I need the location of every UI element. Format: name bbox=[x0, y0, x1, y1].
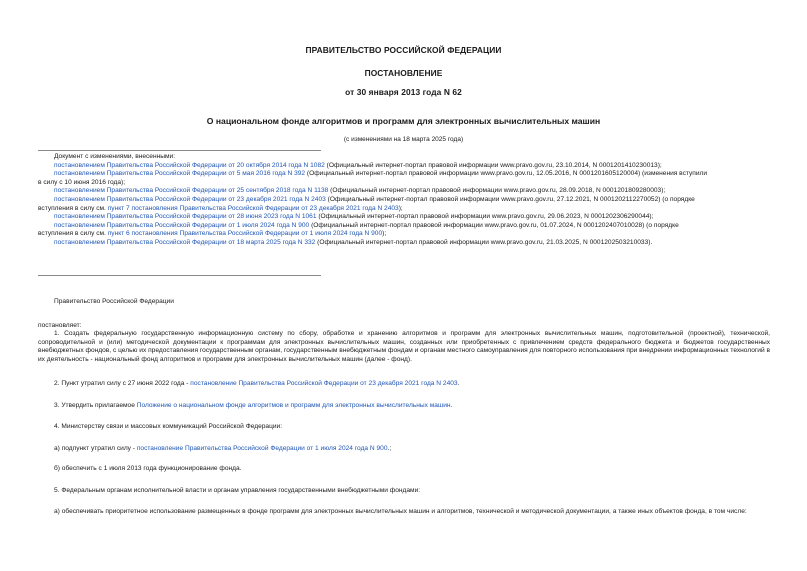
continuation-text: вступления в силу см. bbox=[38, 230, 108, 238]
revision-note: (с изменениями на 18 марта 2025 года) bbox=[343, 136, 464, 143]
changes-bottom-divider bbox=[38, 275, 321, 276]
effective-date-link[interactable]: пункт 6 постановления Правительства Российской Федерации от 1 июля 2024 года N 900 bbox=[107, 230, 383, 238]
change-item bbox=[38, 162, 770, 171]
change-item-continuation bbox=[38, 205, 770, 214]
change-item bbox=[38, 196, 770, 205]
change-item-continuation bbox=[38, 230, 770, 239]
change-details: (Официальный интернет-портал правовой информации www.pravo.gov.ru, 28.09.2018, N 0001201809280003); bbox=[328, 187, 666, 195]
change-details: (Официальный интернет-портал правовой информации www.pravo.gov.ru, 29.06.2023, N 0001202306290044); bbox=[316, 213, 654, 221]
change-item bbox=[38, 187, 770, 196]
decides-label: постановляет: bbox=[38, 322, 82, 329]
change-item bbox=[38, 213, 770, 222]
document-date-number: от 30 января 2013 года N 62 bbox=[345, 87, 462, 97]
paragraph-5: 5. Федеральным органам исполнительной власти и органам управления государственными внебюджетными фондами: bbox=[54, 487, 421, 494]
government-heading: ПРАВИТЕЛЬСТВО РОССИЙСКОЙ ФЕДЕРАЦИИ bbox=[305, 45, 502, 55]
continuation-text: вступления в силу см. bbox=[38, 204, 108, 212]
repeal-link[interactable]: постановление Правительства Российской Федерации от 23 декабря 2021 года N 2403 bbox=[190, 380, 458, 387]
change-item-continuation: в силу с 10 июня 2016 года); bbox=[38, 178, 126, 186]
change-link[interactable]: постановлением Правительства Российской Федерации от 28 июня 2023 года N 1061 bbox=[54, 213, 317, 221]
change-details: (Официальный интернет-портал правовой информации www.pravo.gov.ru, 23.10.2014, N 0001201410230013); bbox=[324, 161, 662, 169]
change-link[interactable]: постановлением Правительства Российской Федерации от 20 октября 2014 года N 1082 bbox=[54, 161, 325, 169]
paragraph-1: 1. Создать федеральную государственную информационную систему по сбору, обработке и хранению алгоритмов и программ для электронных вычислительных машин, подготовительной (проектной), технической, сопроводительной и (или) методической документации к программам для электронных вычислительных машин, созданных или приобретенных с привлечением средств федерального бюджета и бюджетов государственных внебюджетных фондов, с целью их предоставления государственным органам, государственным внебюджетным фондам и органам местного самоуправления для повторного использования при внедрении информационных технологий в их деятельность - национальный фонд алгоритмов и программ для электронных вычислительных машин (далее - фонд). bbox=[38, 330, 771, 363]
change-details: (Официальный интернет-портал правовой информации www.pravo.gov.ru, 12.05.2016, N 0001201605120004) (изменения вступили bbox=[305, 170, 708, 178]
paragraph-2 bbox=[38, 380, 770, 389]
paragraph-4: 4. Министерству связи и массовых коммуникаций Российской Федерации: bbox=[54, 423, 283, 430]
paragraph-text: 3. Утвердить прилагаемое bbox=[54, 402, 137, 409]
changes-block bbox=[38, 153, 770, 248]
change-link[interactable]: постановлением Правительства Российской Федерации от 1 июля 2024 года N 900 bbox=[54, 221, 310, 229]
changes-top-divider bbox=[38, 150, 321, 151]
paragraph-text: .; bbox=[387, 445, 392, 452]
document-type: ПОСТАНОВЛЕНИЕ bbox=[364, 68, 443, 78]
change-details: (Официальный интернет-портал правовой информации www.pravo.gov.ru, 21.03.2025, N 0001202503210033). bbox=[315, 238, 653, 246]
paragraph-text: а) подпункт утратил силу - bbox=[54, 445, 137, 452]
regulation-link[interactable]: Положение о национальном фонде алгоритмов и программ для электронных вычислительных машин bbox=[136, 402, 451, 409]
repeal-link[interactable]: постановление Правительства Российской Федерации от 1 июля 2024 года N 900 bbox=[136, 445, 388, 452]
change-item bbox=[38, 239, 770, 248]
document-title: О национальном фонде алгоритмов и программ для электронных вычислительных машин bbox=[206, 116, 601, 126]
continuation-text: ); bbox=[382, 230, 387, 238]
change-link[interactable]: постановлением Правительства Российской Федерации от 18 марта 2025 года N 332 bbox=[54, 238, 316, 246]
paragraph-3 bbox=[38, 402, 770, 411]
paragraph-4a bbox=[38, 445, 770, 454]
government-rf-label: Правительство Российской Федерации bbox=[54, 298, 174, 305]
change-link[interactable]: постановлением Правительства Российской Федерации от 5 мая 2016 года N 392 bbox=[54, 170, 306, 178]
changes-intro: Документ с изменениями, внесенными: bbox=[54, 153, 176, 160]
paragraph-text: . bbox=[457, 380, 460, 387]
change-link[interactable]: постановлением Правительства Российской Федерации от 23 декабря 2021 года N 2403 bbox=[54, 195, 326, 203]
change-item bbox=[38, 170, 770, 179]
paragraph-text: 2. Пункт утратил силу с 27 июня 2022 года - bbox=[54, 380, 191, 387]
change-details: (Официальный интернет-портал правовой информации www.pravo.gov.ru, 27.12.2021, N 0001202112270052) (о порядке bbox=[325, 195, 695, 203]
effective-date-link[interactable]: пункт 7 постановления Правительства Российской Федерации от 23 декабря 2021 года N 2403 bbox=[107, 204, 399, 212]
change-details: (Официальный интернет-портал правовой информации www.pravo.gov.ru, 01.07.2024, N 0001202407010028) (о порядке bbox=[309, 221, 679, 229]
paragraph-text: . bbox=[450, 402, 453, 409]
change-link[interactable]: постановлением Правительства Российской Федерации от 25 сентября 2018 года N 1138 bbox=[54, 187, 329, 195]
paragraph-4b: б) обеспечить с 1 июля 2013 года функционирование фонда. bbox=[54, 465, 242, 472]
continuation-text: ); bbox=[398, 204, 403, 212]
paragraph-5a: а) обеспечивать приоритетное использование размещенных в фонде программ для электронных вычислительных машин и алгоритмов, технической и методической документации, а также иных объектов фонда, в том числе: bbox=[54, 508, 747, 515]
